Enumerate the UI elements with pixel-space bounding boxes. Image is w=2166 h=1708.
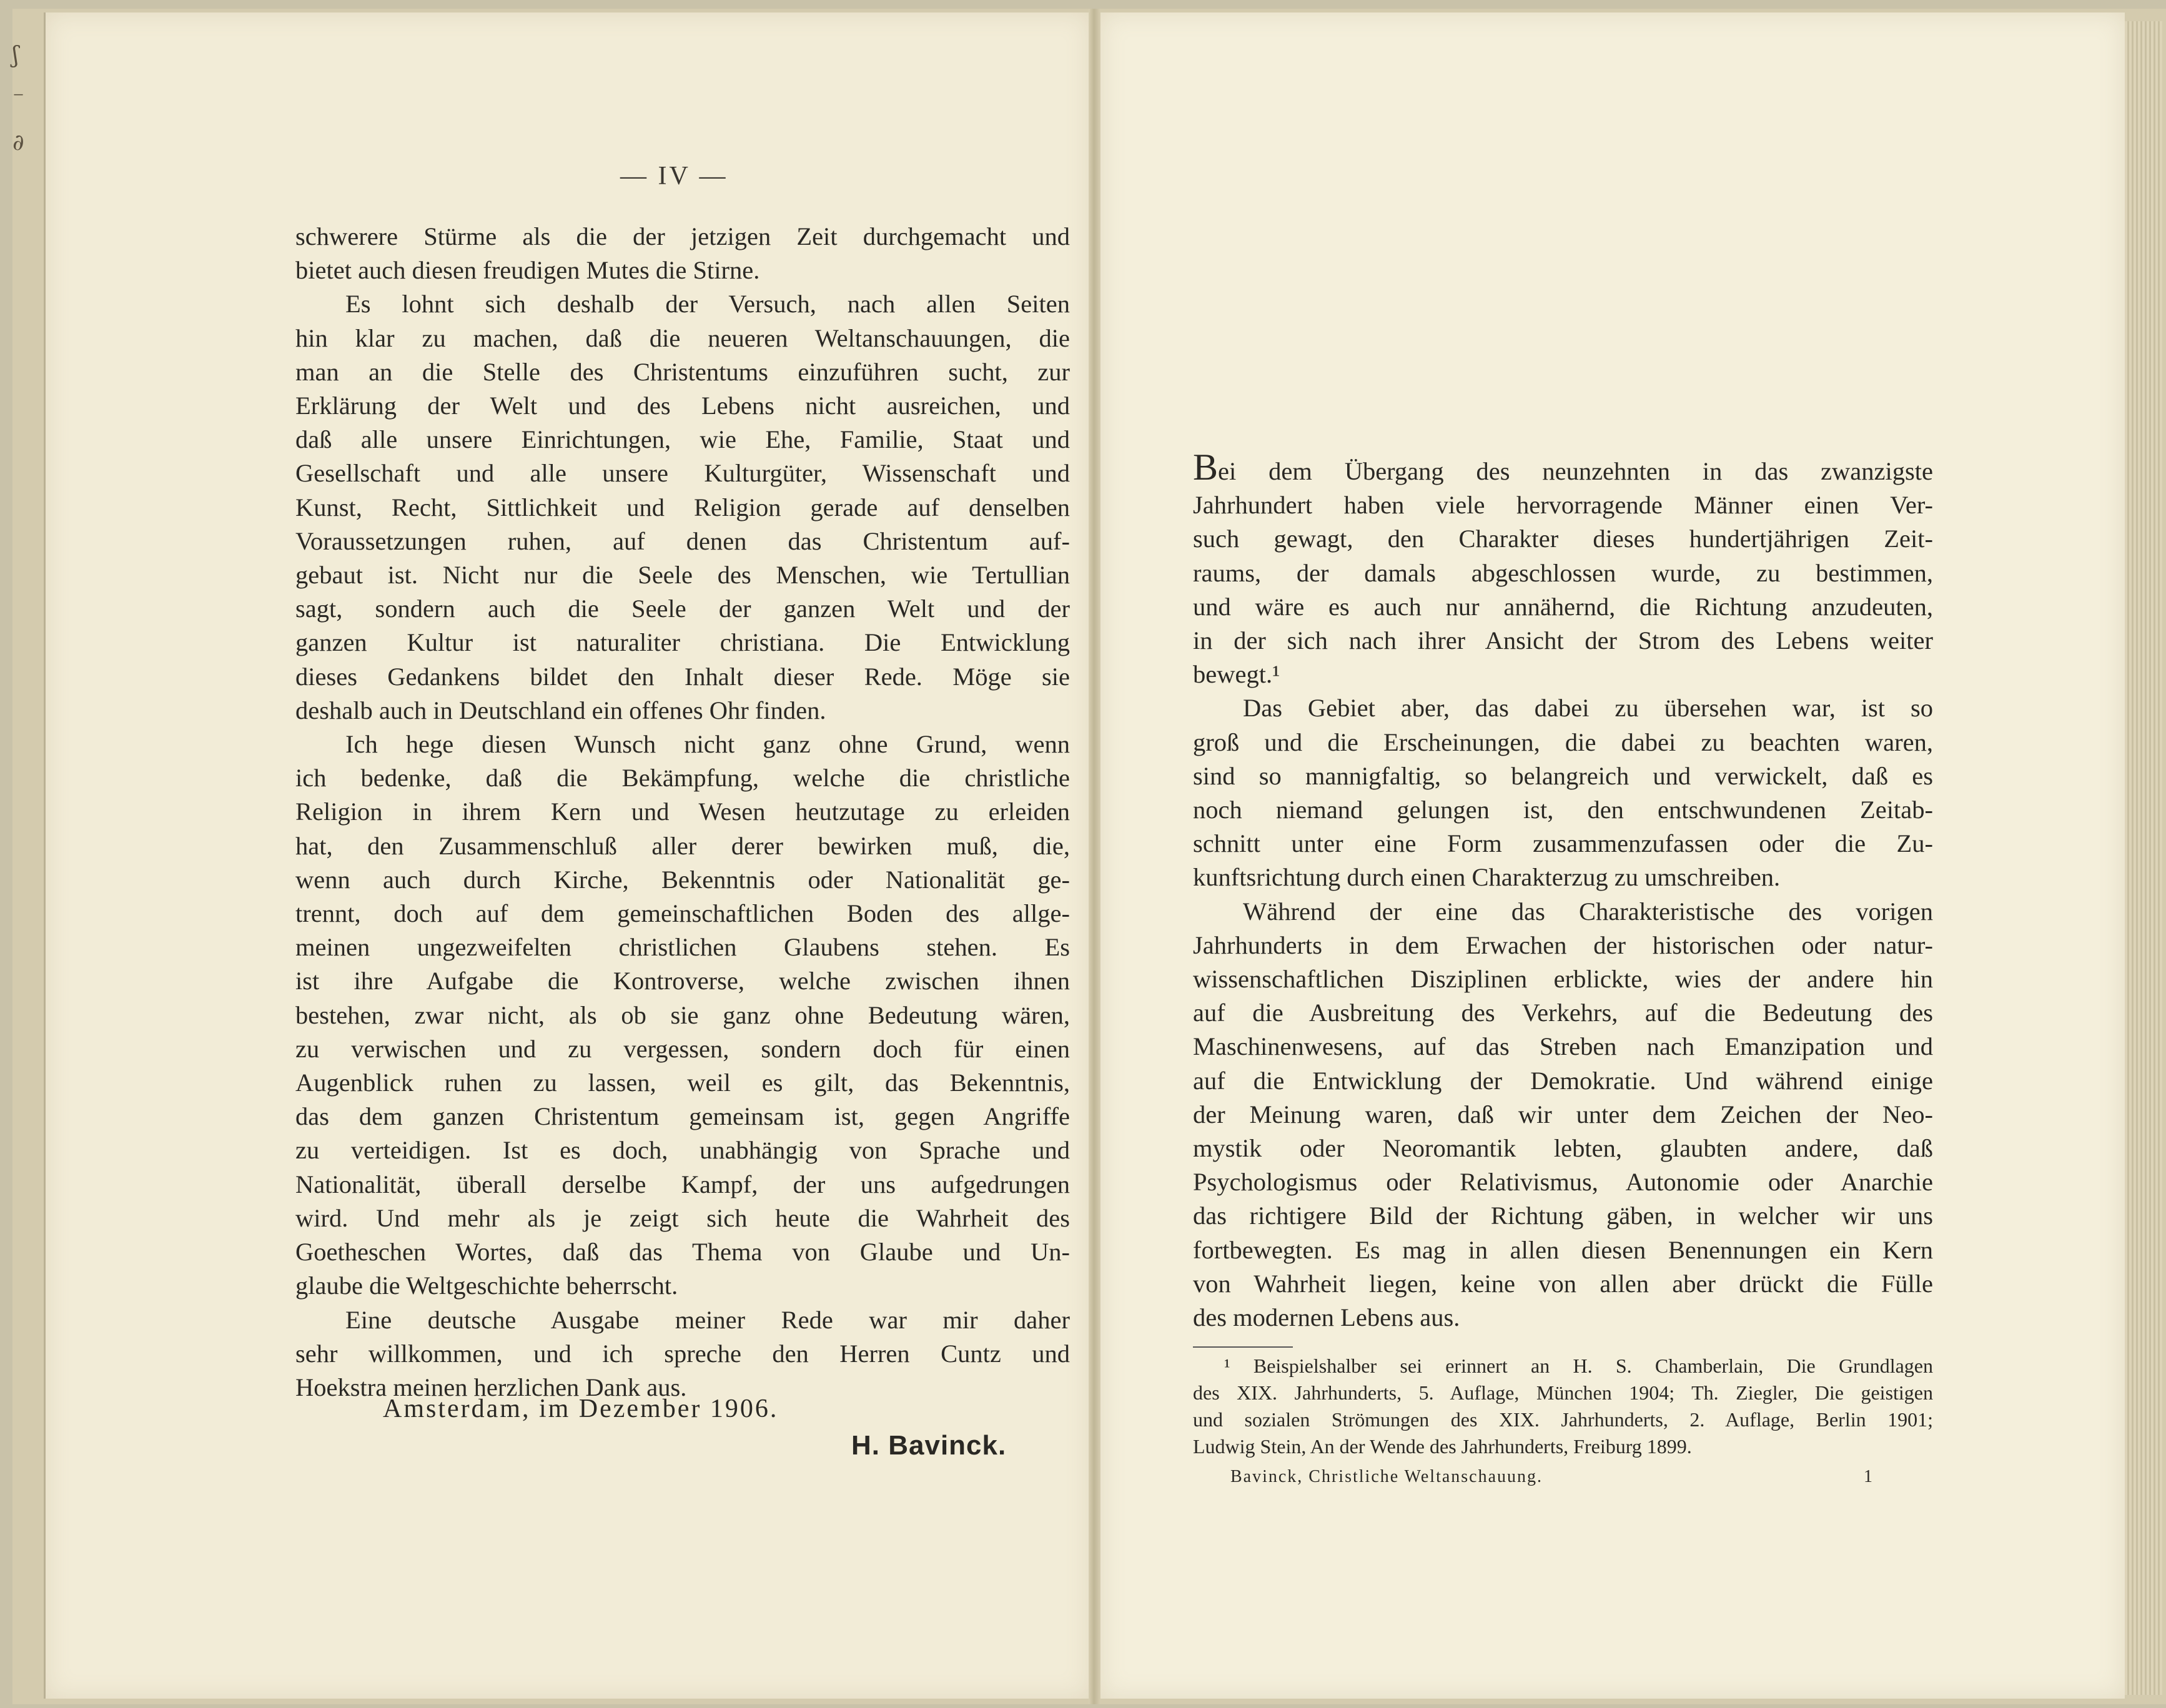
text-line: bestehen, zwar nicht, als ob sie ganz ohne Bedeutung wären,	[295, 1000, 1070, 1029]
text-line: wird. Und mehr als je zeigt sich heute die Wahrheit des	[295, 1203, 1070, 1232]
text-line: schnitt unter eine Form zusammenzufassen oder die Zu-	[1193, 829, 1933, 858]
text-line: des modernen Lebens aus.	[1193, 1303, 1460, 1332]
footnote-line: und sozialen Strömungen des XIX. Jahrhunderts, 2. Auflage, Berlin 1901;	[1193, 1408, 1933, 1431]
text-line: das dem ganzen Christentum gemeinsam ist, gegen Angriffe	[295, 1102, 1070, 1131]
text-line: auf die Ausbreitung des Verkehrs, auf die Bedeutung des	[1193, 999, 1933, 1027]
spine-mark: ∂	[12, 130, 24, 155]
date-line: Amsterdam, im Dezember 1906.	[383, 1395, 779, 1423]
text-line: groß und die Erscheinungen, die dabei zu beachten waren,	[1193, 728, 1933, 756]
text-line: such gewagt, den Charakter dieses hundertjährigen Zeit-	[1193, 525, 1933, 553]
text-line: dieses Gedankens bildet den Inhalt dieser Rede. Möge sie	[295, 662, 1070, 691]
text-line: raums, der damals abgeschlossen wurde, zu bestimmen,	[1193, 558, 1933, 587]
text-line: noch niemand gelungen ist, den entschwundenen Zeitab-	[1193, 796, 1933, 824]
footnotes	[1193, 1353, 1933, 1460]
printer-signature-line	[1230, 1467, 1874, 1487]
text-line: Gesellschaft und alle unsere Kulturgüter, Wissenschaft und	[295, 459, 1070, 488]
text-line: Jahrhunderts in dem Erwachen der historischen oder natur-	[1193, 931, 1933, 959]
text-line	[1193, 447, 1933, 488]
text-line: wissenschaftlichen Disziplinen erblickte, wies der andere hin	[1193, 965, 1933, 994]
signature-text: Bavinck, Christliche Weltanschauung.	[1230, 1467, 1543, 1486]
footnote-line: ¹ Beispielshalber sei erinnert an H. S. Chamberlain, Die Grundlagen	[1224, 1355, 1933, 1377]
text-line: Maschinenwesens, auf das Streben nach Emanzipation und	[1193, 1032, 1933, 1061]
text-line: daß alle unsere Einrichtungen, wie Ehe, Familie, Staat und	[295, 425, 1070, 454]
signature-mark: 1	[1864, 1467, 1874, 1486]
text-line: Nationalität, überall derselbe Kampf, der uns aufgedrungen	[295, 1170, 1070, 1198]
left-page-body	[295, 220, 1070, 1404]
book-spread	[12, 9, 2166, 1704]
footnote-divider	[1193, 1346, 1293, 1348]
text-line: Kunst, Recht, Sittlichkeit und Religion gerade auf denselben	[295, 493, 1070, 521]
text-line: von Wahrheit liegen, keine von allen aber drückt die Fülle	[1193, 1269, 1933, 1298]
text-line: ganzen Kultur ist naturaliter christiana. Die Entwicklung	[295, 628, 1070, 657]
drop-cap: B	[1193, 447, 1219, 488]
text-line: in der sich nach ihrer Ansicht der Strom des Lebens weiter	[1193, 626, 1933, 655]
text-line: bietet auch diesen freudigen Mutes die Stirne.	[295, 256, 760, 285]
text-line: Erklärung der Welt und des Lebens nicht ausreichen, und	[295, 392, 1070, 420]
book-gutter	[1089, 9, 1100, 1704]
right-page-body	[1193, 447, 1933, 1335]
text-line: kunftsrichtung durch einen Charakterzug zu umschreiben.	[1193, 863, 1781, 892]
text-line: und wäre es auch nur annähernd, die Richtung anzudeuten,	[1193, 592, 1933, 621]
text-line: Hoekstra meinen herzlichen Dank aus.	[295, 1373, 687, 1401]
text-line: Das Gebiet aber, das dabei zu übersehen war, ist so	[1243, 694, 1933, 723]
text-line: meinen ungezweifelten christlichen Glaubens stehen. Es	[295, 933, 1070, 962]
text-line: Ich hege diesen Wunsch nicht ganz ohne Grund, wenn	[345, 730, 1070, 759]
text-line: sagt, sondern auch die Seele der ganzen Welt und der	[295, 595, 1070, 623]
text-line: man an die Stelle des Christentums einzuführen sucht, zur	[295, 357, 1070, 386]
page-header: — IV —	[620, 162, 728, 190]
text-line: der Meinung waren, daß wir unter dem Zeichen der Neo-	[1193, 1100, 1933, 1128]
spine-mark: ʃ	[12, 42, 19, 68]
text-line-rest: ei dem Übergang des neunzehnten in das zwanzigste	[1218, 457, 1933, 485]
text-line: zu verteidigen. Ist es doch, unabhängig von Sprache und	[295, 1136, 1070, 1165]
footnote-line: Ludwig Stein, An der Wende des Jahrhunderts, Freiburg 1899.	[1193, 1435, 1692, 1458]
text-line: wenn auch durch Kirche, Bekenntnis oder Nationalität ge-	[295, 865, 1070, 894]
left-page	[44, 12, 1090, 1699]
text-line: Jahrhundert haben viele hervorragende Männer einen Ver-	[1193, 491, 1933, 520]
text-line: bewegt.¹	[1193, 660, 1280, 689]
text-line: Voraussetzungen ruhen, auf denen das Christentum auf-	[295, 526, 1070, 555]
text-line: Religion in ihrem Kern und Wesen heutzutage zu erleiden	[295, 797, 1070, 826]
page-edges	[2125, 21, 2162, 1695]
text-line: fortbewegten. Es mag in allen diesen Benennungen ein Kern	[1193, 1235, 1933, 1264]
text-line: deshalb auch in Deutschland ein offenes Ohr finden.	[295, 696, 826, 724]
text-line: Eine deutsche Ausgabe meiner Rede war mir daher	[345, 1305, 1070, 1334]
text-line: das richtigere Bild der Richtung gäben, in welcher wir uns	[1193, 1202, 1933, 1230]
text-line: hat, den Zusammenschluß aller derer bewirken muß, die,	[295, 831, 1070, 860]
text-line: Es lohnt sich deshalb der Versuch, nach allen Seiten	[345, 290, 1070, 318]
text-line: ist ihre Aufgabe die Kontroverse, welche zwischen ihnen	[295, 967, 1070, 995]
text-line: Während der eine das Charakteristische des vorigen	[1243, 897, 1933, 926]
text-line: glaube die Weltgeschichte beherrscht.	[295, 1271, 678, 1300]
text-line: Augenblick ruhen zu lassen, weil es gilt, das Bekenntnis,	[295, 1069, 1070, 1097]
text-line: mystik oder Neoromantik lebten, glaubten andere, daß	[1193, 1134, 1933, 1163]
text-line: schwerere Stürme als die der jetzigen Zeit durchgemacht und	[295, 222, 1070, 250]
text-line: hin klar zu machen, daß die neueren Weltanschauungen, die	[295, 323, 1070, 352]
text-line: sind so mannigfaltig, so belangreich und verwickelt, daß es	[1193, 761, 1933, 790]
author-signature: H. Bavinck.	[851, 1430, 1007, 1461]
text-line: Psychologismus oder Relativismus, Autonomie oder Anarchie	[1193, 1168, 1933, 1197]
text-line: gebaut ist. Nicht nur die Seele des Menschen, wie Tertullian	[295, 561, 1070, 590]
text-line: sehr willkommen, und ich spreche den Herren Cuntz und	[295, 1339, 1070, 1368]
spine-mark: ⁻	[12, 86, 25, 112]
text-line: Goetheschen Wortes, daß das Thema von Glaube und Un-	[295, 1238, 1070, 1266]
text-line: zu verwischen und zu vergessen, sondern doch für einen	[295, 1034, 1070, 1063]
text-line: auf die Entwicklung der Demokratie. Und während einige	[1193, 1066, 1933, 1095]
spine-marks	[12, 34, 26, 196]
text-line: trennt, doch auf dem gemeinschaftlichen Boden des allge-	[295, 899, 1070, 928]
text-line: ich bedenke, daß die Bekämpfung, welche die christliche	[295, 764, 1070, 792]
footnote-line: des XIX. Jahrhunderts, 5. Auflage, München 1904; Th. Ziegler, Die geistigen	[1193, 1381, 1933, 1404]
